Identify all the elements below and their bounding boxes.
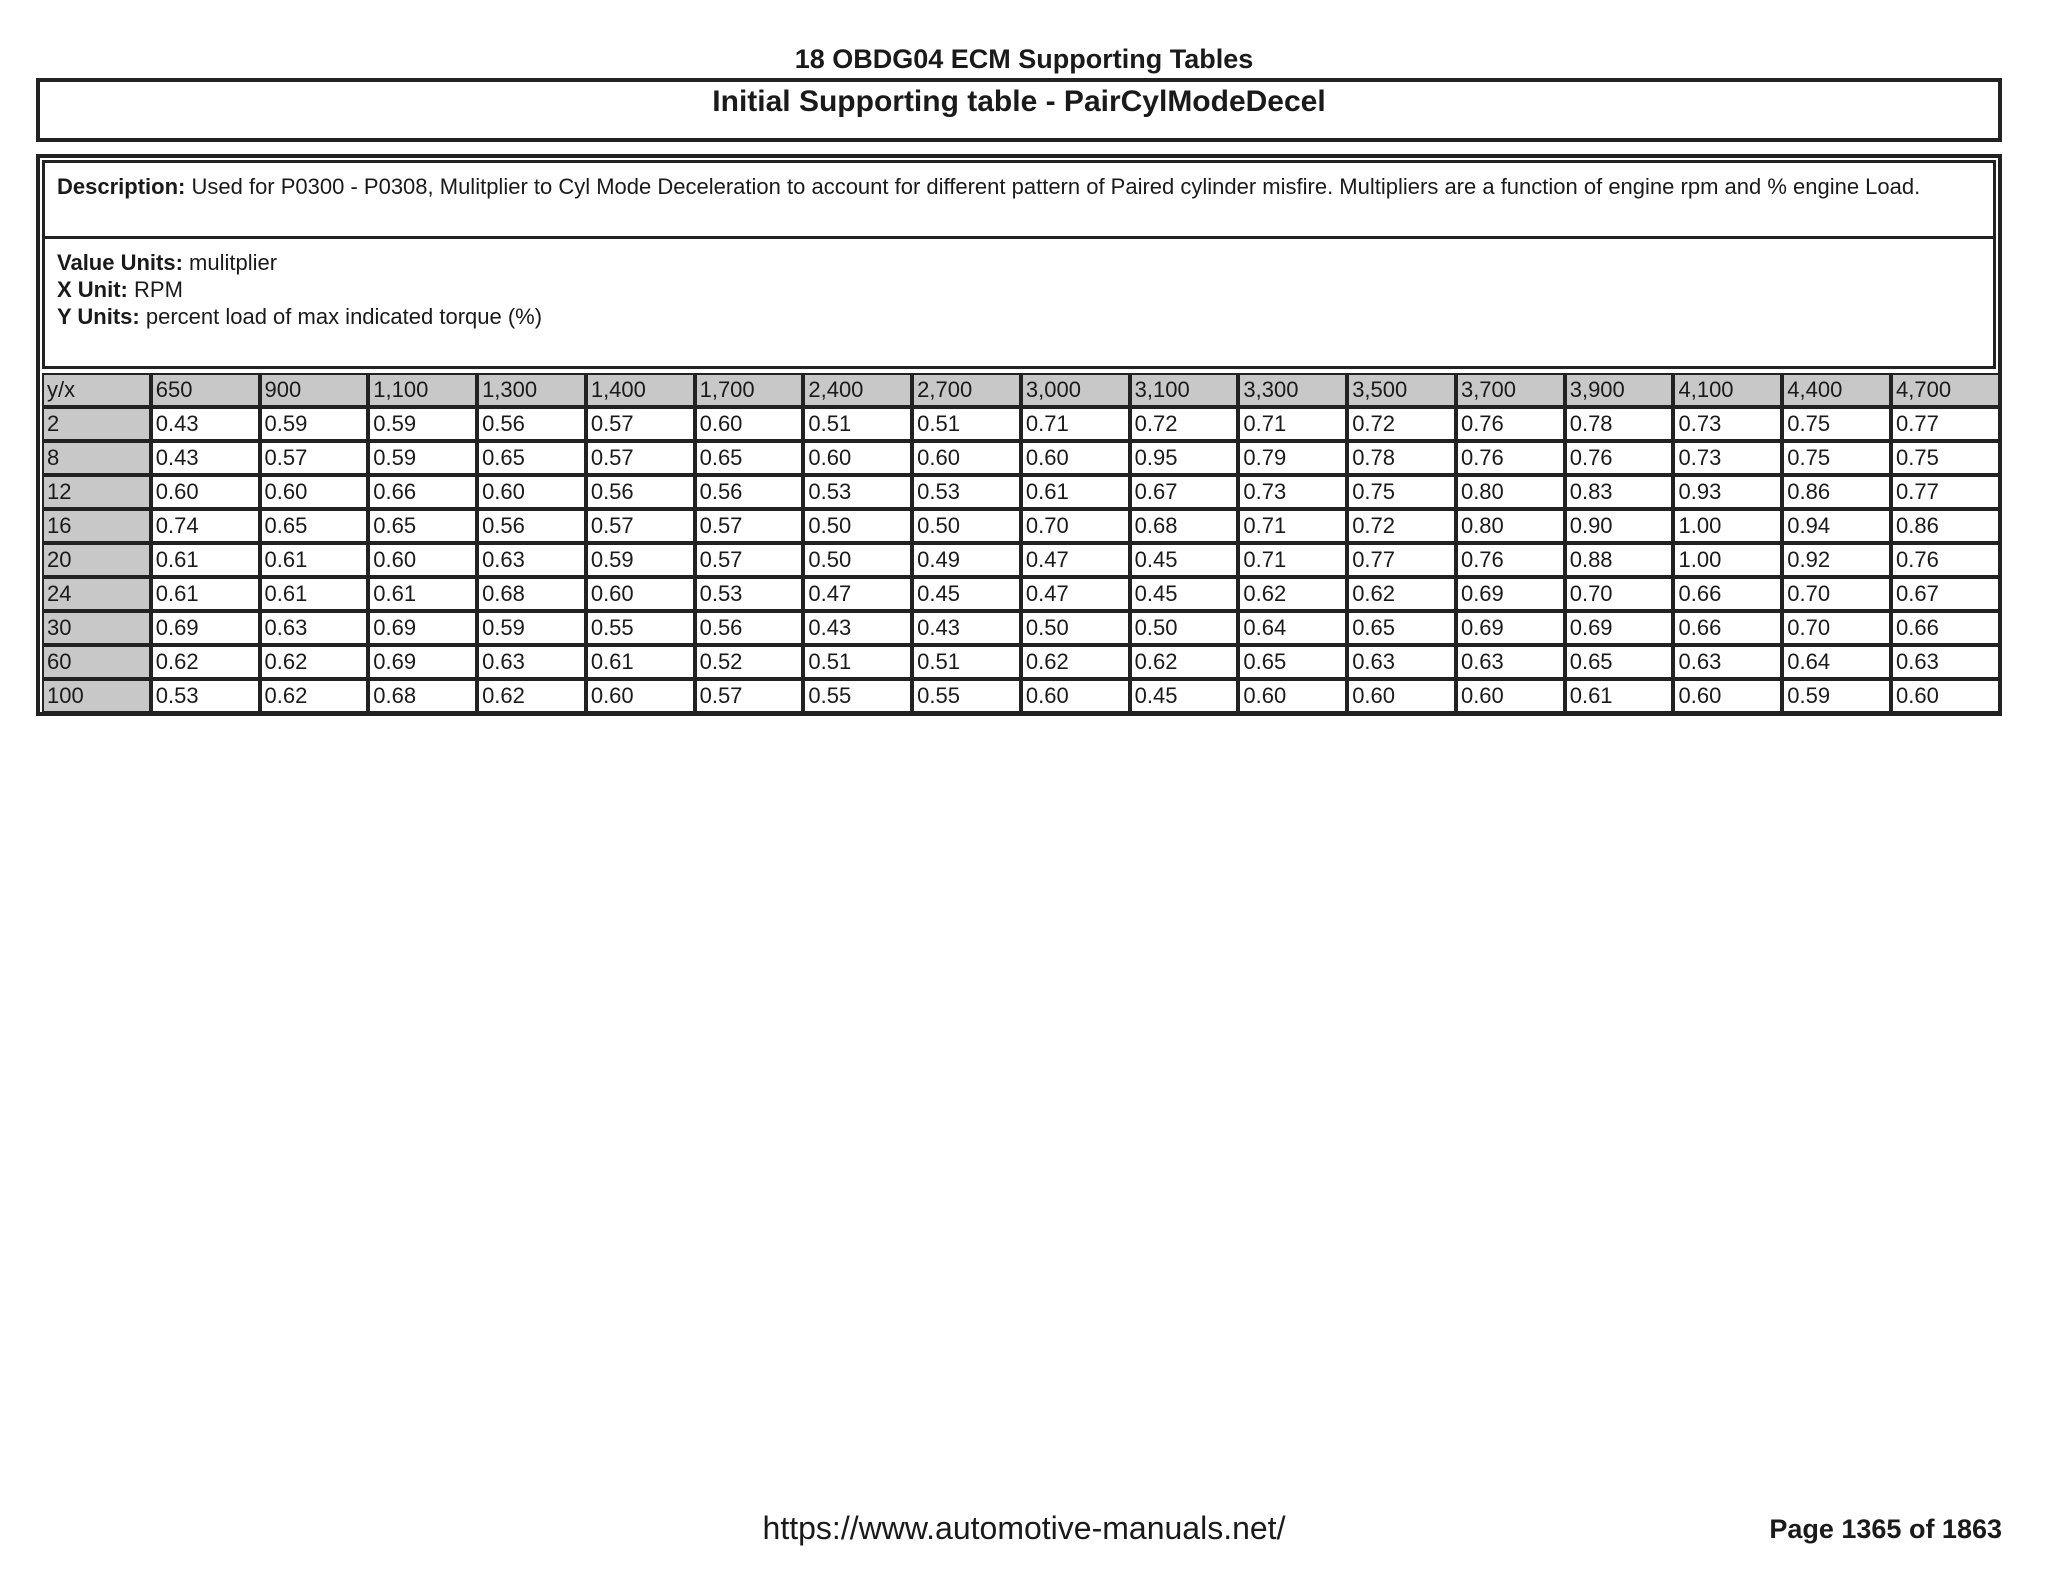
table-cell: 0.53 [912,475,1021,509]
row-header: 8 [42,441,151,475]
description-label: Description: [57,174,186,199]
table-cell: 0.69 [1565,611,1674,645]
table-row [42,679,2000,713]
table-cell: 0.66 [1891,611,2000,645]
table-cell: 0.59 [586,543,695,577]
table-cell: 0.70 [1021,509,1130,543]
table-cell: 0.50 [1021,611,1130,645]
table-cell: 0.71 [1021,407,1130,441]
table-cell: 0.78 [1565,407,1674,441]
table-cell: 0.53 [803,475,912,509]
table-cell: 0.73 [1238,475,1347,509]
table-cell: 0.76 [1891,543,2000,577]
table-cell: 0.55 [912,679,1021,713]
table-cell: 0.68 [477,577,586,611]
table-cell: 0.92 [1782,543,1891,577]
table-cell: 0.56 [477,509,586,543]
table-cell: 0.73 [1673,407,1782,441]
row-header: 12 [42,475,151,509]
table-cell: 0.61 [368,577,477,611]
table-cell: 0.74 [151,509,260,543]
table-row [42,441,2000,475]
table-cell: 0.57 [260,441,369,475]
column-header: 900 [260,373,369,407]
table-cell: 0.47 [1021,577,1130,611]
table-cell: 0.66 [368,475,477,509]
table-cell: 0.86 [1891,509,2000,543]
table-cell: 0.50 [803,543,912,577]
table-cell: 0.60 [1891,679,2000,713]
table-cell: 0.72 [1347,509,1456,543]
column-header: 2,400 [803,373,912,407]
column-header: 3,500 [1347,373,1456,407]
table-cell: 0.60 [695,407,804,441]
table-row [42,611,2000,645]
table-cell: 0.80 [1456,475,1565,509]
table-cell: 0.72 [1347,407,1456,441]
table-cell: 0.56 [695,611,804,645]
table-cell: 0.56 [477,407,586,441]
table-cell: 0.61 [260,577,369,611]
table-cell: 0.57 [586,441,695,475]
column-header: 1,700 [695,373,804,407]
y-units-label: Y Units: [57,304,140,329]
row-header: 60 [42,645,151,679]
table-cell: 0.65 [368,509,477,543]
corner-cell: y/x [42,373,151,407]
table-cell: 0.75 [1891,441,2000,475]
table-cell: 0.59 [368,441,477,475]
footer-url[interactable]: https://www.automotive-manuals.net/ [762,1510,1286,1546]
table-cell: 0.61 [1565,679,1674,713]
table-cell: 0.57 [695,543,804,577]
table-cell: 0.45 [912,577,1021,611]
y-units-line [57,303,1981,330]
table-cell: 0.60 [1021,679,1130,713]
row-header: 20 [42,543,151,577]
table-cell: 0.71 [1238,407,1347,441]
table-cell: 0.64 [1782,645,1891,679]
column-header: 3,100 [1130,373,1239,407]
table-cell: 0.51 [912,407,1021,441]
table-cell: 0.95 [1130,441,1239,475]
table-cell: 0.45 [1130,543,1239,577]
table-cell: 0.64 [1238,611,1347,645]
table-cell: 0.66 [1673,611,1782,645]
table-cell: 0.69 [368,645,477,679]
table-header-row [42,373,2000,407]
table-cell: 0.43 [151,441,260,475]
units-section [42,239,1996,369]
table-cell: 0.63 [477,645,586,679]
table-cell: 0.76 [1456,407,1565,441]
table-cell: 0.62 [260,645,369,679]
data-table [42,373,2000,713]
document-header: 18 OBDG04 ECM Supporting Tables [794,44,1254,74]
column-header: 3,900 [1565,373,1674,407]
table-cell: 0.63 [1347,645,1456,679]
column-header: 4,700 [1891,373,2000,407]
table-cell: 0.60 [586,577,695,611]
table-cell: 0.80 [1456,509,1565,543]
table-cell: 0.60 [1021,441,1130,475]
table-cell: 0.88 [1565,543,1674,577]
table-cell: 0.55 [586,611,695,645]
row-header: 2 [42,407,151,441]
table-cell: 0.75 [1782,441,1891,475]
table-cell: 0.61 [151,543,260,577]
table-cell: 0.60 [151,475,260,509]
table-cell: 0.45 [1130,679,1239,713]
table-cell: 0.77 [1891,475,2000,509]
table-cell: 0.71 [1238,543,1347,577]
table-cell: 1.00 [1673,509,1782,543]
table-cell: 0.62 [1238,577,1347,611]
description-text: Used for P0300 - P0308, Mulitplier to Cyl Mode Deceleration to account for different pattern of Paired cylinder misfire. Multipliers are a function of engine rpm and % engine Load. [191,174,1921,199]
table-cell: 0.66 [1673,577,1782,611]
column-header: 3,300 [1238,373,1347,407]
table-cell: 0.47 [1021,543,1130,577]
table-cell: 0.62 [1130,645,1239,679]
table-cell: 0.57 [586,509,695,543]
table-cell: 0.60 [912,441,1021,475]
table-cell: 0.70 [1782,577,1891,611]
table-cell: 0.60 [1673,679,1782,713]
table-cell: 0.57 [586,407,695,441]
table-cell: 0.69 [368,611,477,645]
table-cell: 0.65 [477,441,586,475]
table-cell: 0.43 [151,407,260,441]
table-cell: 0.67 [1891,577,2000,611]
table-cell: 0.68 [368,679,477,713]
table-cell: 0.70 [1565,577,1674,611]
description-section [42,160,1996,239]
table-row [42,577,2000,611]
table-cell: 0.65 [260,509,369,543]
table-cell: 0.60 [1238,679,1347,713]
table-cell: 0.65 [695,441,804,475]
column-header: 3,700 [1456,373,1565,407]
table-cell: 0.53 [151,679,260,713]
table-cell: 0.65 [1238,645,1347,679]
table-cell: 0.55 [803,679,912,713]
column-header: 1,100 [368,373,477,407]
table-cell: 0.56 [586,475,695,509]
table-row [42,407,2000,441]
table-cell: 0.59 [477,611,586,645]
row-header: 100 [42,679,151,713]
x-unit-line [57,276,1981,303]
row-header: 16 [42,509,151,543]
value-units-line [57,249,1981,276]
column-header: 4,400 [1782,373,1891,407]
table-cell: 0.47 [803,577,912,611]
table-cell: 0.53 [695,577,804,611]
row-header: 30 [42,611,151,645]
table-cell: 0.57 [695,509,804,543]
column-header: 4,100 [1673,373,1782,407]
table-cell: 0.51 [803,645,912,679]
table-row [42,543,2000,577]
table-cell: 0.63 [477,543,586,577]
table-cell: 0.69 [1456,611,1565,645]
value-units: mulitplier [189,250,278,275]
table-cell: 0.59 [260,407,369,441]
table-cell: 0.75 [1782,407,1891,441]
table-body [42,373,2000,713]
column-header: 1,300 [477,373,586,407]
table-cell: 0.59 [1782,679,1891,713]
table-row [42,645,2000,679]
y-units: percent load of max indicated torque (%) [145,304,543,329]
table-cell: 0.51 [803,407,912,441]
table-cell: 0.59 [368,407,477,441]
table-cell: 0.73 [1673,441,1782,475]
table-cell: 0.69 [1456,577,1565,611]
table-cell: 0.50 [803,509,912,543]
table-row [42,475,2000,509]
column-header: 3,000 [1021,373,1130,407]
table-cell: 0.62 [477,679,586,713]
x-unit: RPM [134,277,183,302]
table-cell: 0.76 [1565,441,1674,475]
table-cell: 0.60 [368,543,477,577]
title-box [36,78,2002,142]
table-cell: 0.77 [1347,543,1456,577]
table-cell: 0.63 [1673,645,1782,679]
table-cell: 0.69 [151,611,260,645]
table-cell: 0.52 [695,645,804,679]
table-cell: 0.50 [912,509,1021,543]
table-cell: 0.67 [1130,475,1239,509]
table-cell: 0.65 [1565,645,1674,679]
table-cell: 0.94 [1782,509,1891,543]
table-cell: 0.61 [151,577,260,611]
page-number: Page 1365 of 1863 [1769,1514,2002,1544]
content-box [36,154,2002,716]
table-cell: 0.63 [1891,645,2000,679]
table-cell: 0.79 [1238,441,1347,475]
table-cell: 0.75 [1347,475,1456,509]
table-cell: 0.60 [477,475,586,509]
table-cell: 0.72 [1130,407,1239,441]
table-cell: 0.45 [1130,577,1239,611]
table-cell: 0.78 [1347,441,1456,475]
column-header: 2,700 [912,373,1021,407]
row-header: 24 [42,577,151,611]
table-cell: 0.62 [151,645,260,679]
table-cell: 1.00 [1673,543,1782,577]
table-cell: 0.63 [260,611,369,645]
value-units-label: Value Units: [57,250,183,275]
table-cell: 0.61 [586,645,695,679]
table-cell: 0.60 [803,441,912,475]
table-cell: 0.43 [912,611,1021,645]
table-cell: 0.61 [1021,475,1130,509]
column-header: 650 [151,373,260,407]
x-unit-label: X Unit: [57,277,128,302]
table-cell: 0.68 [1130,509,1239,543]
table-cell: 0.62 [1347,577,1456,611]
table-cell: 0.90 [1565,509,1674,543]
table-row [42,509,2000,543]
table-cell: 0.57 [695,679,804,713]
table-cell: 0.60 [260,475,369,509]
table-cell: 0.76 [1456,441,1565,475]
table-cell: 0.62 [260,679,369,713]
table-cell: 0.51 [912,645,1021,679]
table-cell: 0.83 [1565,475,1674,509]
table-cell: 0.86 [1782,475,1891,509]
table-cell: 0.77 [1891,407,2000,441]
table-cell: 0.76 [1456,543,1565,577]
table-cell: 0.49 [912,543,1021,577]
column-header: 1,400 [586,373,695,407]
table-cell: 0.71 [1238,509,1347,543]
table-cell: 0.93 [1673,475,1782,509]
table-cell: 0.62 [1021,645,1130,679]
table-cell: 0.65 [1347,611,1456,645]
table-cell: 0.61 [260,543,369,577]
table-cell: 0.70 [1782,611,1891,645]
table-cell: 0.60 [1347,679,1456,713]
table-cell: 0.43 [803,611,912,645]
table-cell: 0.50 [1130,611,1239,645]
table-cell: 0.60 [586,679,695,713]
table-cell: 0.60 [1456,679,1565,713]
table-cell: 0.63 [1456,645,1565,679]
table-title: Initial Supporting table - PairCylModeDecel [712,85,1326,118]
table-cell: 0.56 [695,475,804,509]
